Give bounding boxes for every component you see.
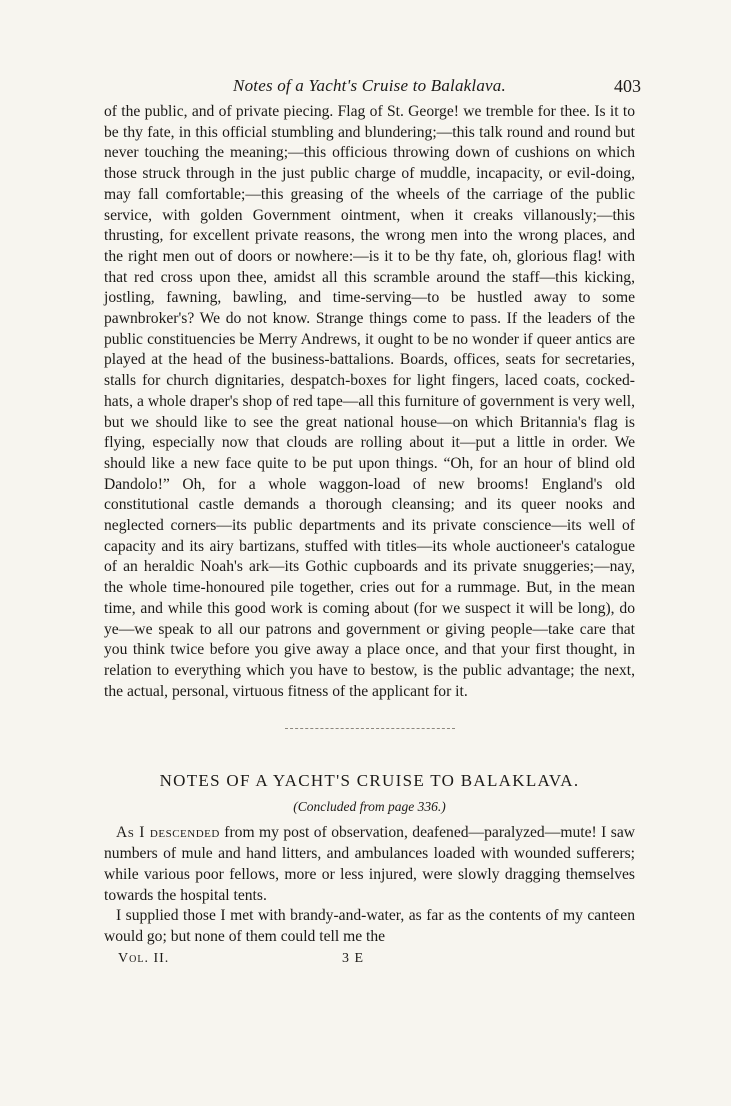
article-paragraph-1: [104, 823, 635, 906]
paragraph-text: from my post of observation, deafened—paralyzed—mute! I saw numbers of mule and hand litters, and ambulances loaded with wounded sufferers; while various poor fellows, more or less injured, were slowly dragging themselves towards the hospital tents.: [104, 824, 636, 904]
page-number: 403: [614, 76, 641, 96]
body-paragraph: of the public, and of private piecing. Flag of St. George! we tremble for thee. Is it to be thy fate, in this official stumbling and blundering;—this talk round and round but never touching the meaning;—this officious throwing down of cushions on which those struck through in the just public charge of muddle, incapacity, or evil-doing, may fall comfortable;—this greasing of the wheels of the carriage of the public service, with golden Government ointment, when it creaks villanously;—this thrusting, for excellent private reasons, the wrong men into the wrong places, and the right men out of doors or nowhere:—is it to be thy fate, oh, glorious flag! with that red cross upon thee, amidst all this scramble around the staff—this kicking, jostling, fawning, bawling, and time-serving—to be hustled away to some pawnbroker's? We do not know. Strange things come to pass. If the leaders of the public constituencies be Merry Andrews, it ought to be no wonder if queer antics are played at the head of the business-battalions. Boards, offices, seats for secretaries, stalls for church dignitaries, despatch-boxes for light fingers, laced coats, cocked-hats, a whole draper's shop of red tape—all this furniture of government is very well, but we should like to see the great national house—on which Britannia's flag is flying, especially now that clouds are rolling about it—put a little in order. We should like a new face quite to be put upon things. “Oh, for an hour of blind old Dandolo!” Oh, for a whole waggon-load of new brooms! England's old constitutional castle demands a thorough cleansing; and its queer nooks and neglected corners—its public departments and its private conscience—its well of capacity and its airy bartizans, stuffed with titles—its whole auctioneer's catalogue of an heraldic Noah's ark—its Gothic cupboards and its private snuggeries;—nay, the whole time-honoured pile together, cries out for a rummage. But, in the mean time, and while this good work is coming about (for we suspect it will be long), do ye—we speak to all our patrons and government or giving people—take care that you think twice before you give away a place once, and that your first thought, in relation to everything which you have to bestow, is the public advantage; the next, the actual, personal, virtuous fitness of the applicant for it.: [104, 103, 635, 700]
running-head: [104, 72, 641, 100]
section-divider: [285, 728, 455, 729]
volume-label: Vol. II.: [118, 950, 170, 966]
article-title: NOTES OF A YACHT'S CRUISE TO BALAKLAVA.: [159, 771, 580, 791]
running-head-title: Notes of a Yacht's Cruise to Balaklava.: [233, 76, 506, 95]
paragraph-lead: As I descended: [116, 824, 220, 842]
page-footer: [104, 949, 635, 971]
article-paragraph-2: I supplied those I met with brandy-and-water, as far as the contents of my canteen would go; but none of them could tell me the: [104, 907, 635, 945]
continued-note: (Concluded from page 336.): [293, 799, 446, 815]
signature-mark: 3 E: [342, 950, 365, 966]
